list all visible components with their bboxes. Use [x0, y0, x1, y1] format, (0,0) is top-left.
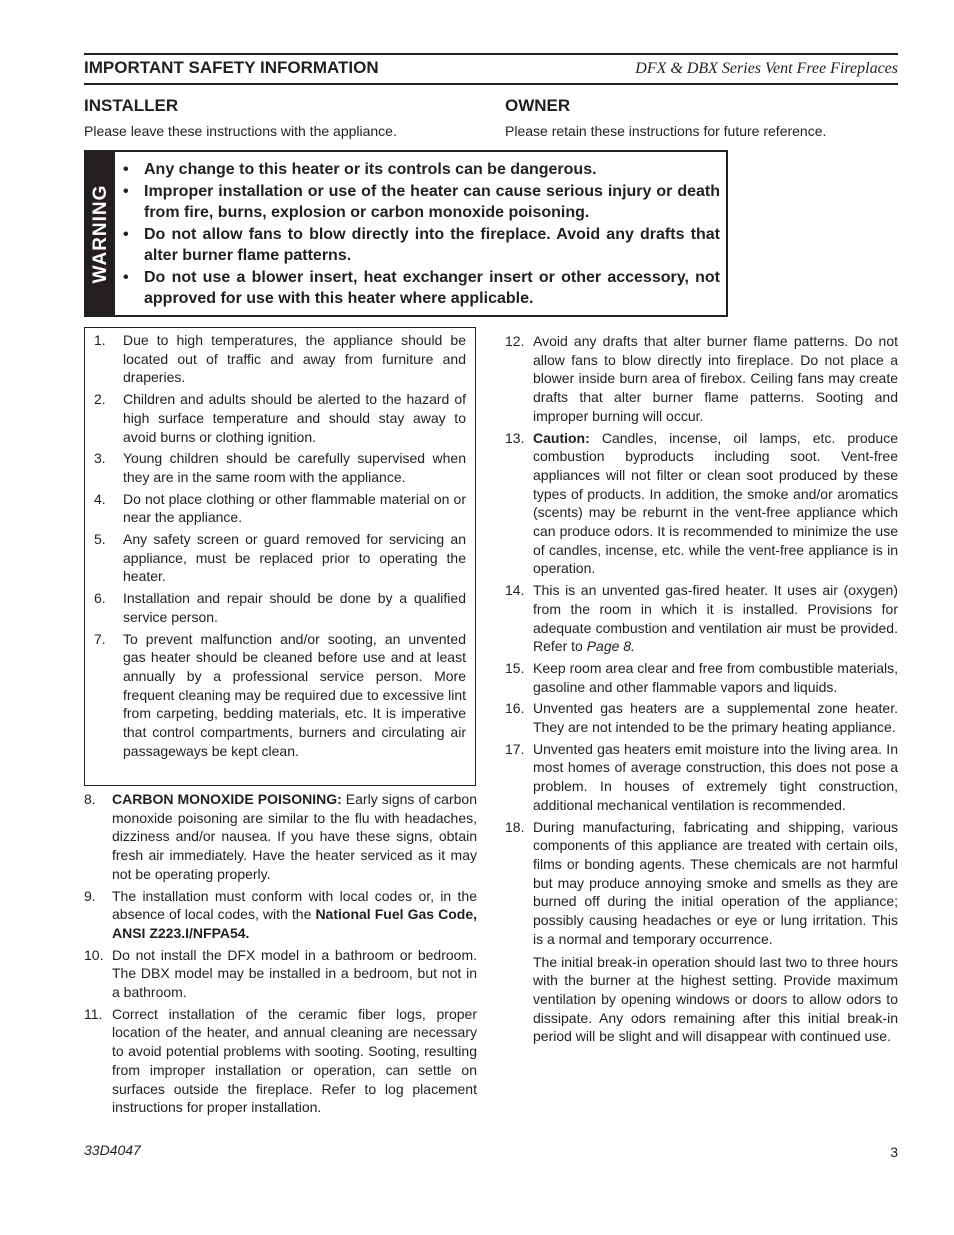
item-number: 13.: [505, 429, 525, 446]
item-text: Unvented gas heaters emit moisture into the living area. In most homes of average construction, this does not pose a problem. In houses of extremely tight construction, additional mechanical ventilation is recommended.: [533, 740, 898, 813]
warning-item: • Improper installation or use of the heater can cause serious injury or death from fire, burns, explosion or carbon monoxide poisoning.: [122, 181, 720, 224]
list-item: [94, 589, 466, 626]
item-text: During manufacturing, fabricating and shipping, various components of this appliance are treated with certain oils, films or bonding agents. These chemicals are not harmful but may produce annoying smoke and smells as they are burned off during the initial operation of the appliance; possibly causing headaches or eye or lung irritation. This is a normal and temporary occurrence.: [533, 818, 898, 947]
item-bold-reference: National Fuel Gas Code, ANSI Z223.I/NFPA54.: [112, 906, 478, 941]
list-item: [505, 332, 898, 426]
list-item: [84, 790, 477, 884]
item-text: Installation and repair should be done by a qualified service person.: [123, 590, 466, 625]
item-number: 14.: [505, 582, 525, 599]
list-item: [94, 490, 466, 527]
item-text: Do not install the DFX model in a bathroom or bedroom. The DBX model may be installed in a bedroom, but not in a bathroom.: [112, 946, 477, 1001]
warning-box: [84, 150, 728, 317]
safety-list-left: [84, 790, 477, 1120]
item-number: 11.: [84, 1005, 103, 1022]
item-text: Do not place clothing or other flammable material on or near the appliance.: [123, 490, 466, 526]
list-item: [84, 1005, 477, 1117]
item-number: 6.: [94, 590, 106, 607]
series-title: DFX & DBX Series Vent Free Fireplaces: [635, 60, 898, 77]
list-item: [505, 818, 898, 1046]
warning-label-tab: [86, 152, 115, 315]
page-title: IMPORTANT SAFETY INFORMATION: [84, 58, 379, 77]
item-text: Children and adults should be alerted to the hazard of high surface temperature and should stay away to avoid burns or clothing ignition.: [123, 391, 466, 445]
installer-text: Please leave these instructions with the appliance.: [84, 123, 397, 139]
item-text: Correct installation of the ceramic fiber logs, proper location of the heater, and annual cleaning are necessary to avoid potential problems with sooting. Sooting, resulting from improper installation or operation, can settle on surfaces outside the fireplace. Refer to log placement instructions for proper installation.: [112, 1005, 477, 1116]
warning-label: WARNING: [89, 184, 111, 283]
warning-item: • Do not use a blower insert, heat exchanger insert or other accessory, not approved for use with this heater where applicable.: [122, 267, 720, 310]
item-text: Keep room area clear and free from combustible materials, gasoline and other flammable vapors and liquids.: [533, 659, 898, 695]
owner-text: Please retain these instructions for future reference.: [505, 123, 827, 139]
warning-item: • Do not allow fans to blow directly into the fireplace. Avoid any drafts that alter burner flame patterns.: [122, 224, 720, 267]
item-number: 1.: [94, 332, 106, 348]
item-number: 9.: [84, 887, 96, 904]
list-item: [84, 887, 477, 943]
list-item: [505, 659, 898, 696]
page-number: 3: [890, 1144, 898, 1160]
warning-list: [122, 159, 720, 310]
item-number: 2.: [94, 391, 106, 408]
item-text: This is an unvented gas-fired heater. It uses air (oxygen) from the room in which it is installed. Provisions for adequate combustion and ventilation air must be provided. Refer to: [533, 582, 898, 655]
list-item: [505, 740, 898, 815]
safety-list-right: [505, 332, 898, 1049]
header-rule-top: [84, 53, 898, 55]
list-item: [94, 331, 466, 387]
list-item: [505, 429, 898, 579]
list-item: [84, 946, 477, 1002]
list-item: [94, 630, 466, 761]
item-text: Candles, incense, oil lamps, etc. produce combustion byproducts including soot. Vent-free appliances will not filter or clean soot produced by these types of products. In addition, the smoke and/or aromatics (scents) may be reburnt in the vent-free appliance which can produce odors. It is recommended to minimize the use of candles, incense, etc. while the vent-free appliance is in operation.: [533, 429, 898, 577]
item-text: Unvented gas heaters are a supplemental zone heater. They are not intended to be the primary heating appliance.: [533, 700, 898, 736]
list-item: [94, 530, 466, 586]
list-item: [505, 581, 898, 656]
item-number: 12.: [505, 333, 525, 349]
safety-list-boxed: [94, 331, 466, 763]
item-number: 10.: [84, 946, 104, 963]
installer-heading: INSTALLER: [84, 96, 179, 115]
item-number: 4.: [94, 490, 106, 507]
item-text: Due to high temperatures, the appliance should be located out of traffic and away from furniture and draperies.: [123, 332, 466, 386]
item-number: 7.: [94, 630, 106, 647]
item-number: 18.: [505, 818, 525, 835]
item-text: Avoid any drafts that alter burner flame patterns. Do not allow fans to blow directly into fireplace. Do not place a blower inside burn area of firebox. Ceiling fans may create drafts that alter burner flame patterns. Sooting and improper burning will occur.: [533, 333, 898, 424]
item-number: 17.: [505, 740, 525, 757]
item-text: To prevent malfunction and/or sooting, an unvented gas heater should be cleaned before use and at least annually by a professional service person. More frequent cleaning may be required due to excessive lint from carpeting, bedding materials, etc. It is imperative that control compartments, burners and circulating air passageways be kept clean.: [123, 630, 466, 759]
item-number: 15.: [505, 659, 525, 676]
item-text: The installation must conform with local codes or, in the absence of local codes, with the: [112, 887, 477, 923]
item-number: 5.: [94, 531, 106, 548]
warning-item: • Any change to this heater or its controls can be dangerous.: [122, 159, 720, 181]
document-number: 33D4047: [84, 1142, 141, 1158]
item-text: Young children should be carefully supervised when they are in the same room with the appliance.: [123, 450, 466, 485]
item-bold-lead: Caution:: [533, 429, 590, 446]
item-text: Early signs of carbon monoxide poisoning are similar to the flu with headaches, dizziness and/or nausea. If you have these signs, obtain fresh air immediately. Have the heater serviced as it may not be operating properly.: [112, 791, 477, 882]
item-text-paragraph: The initial break-in operation should last two to three hours with the burner at the highest setting. Provide maximum ventilation by opening windows or doors to allow odors to dissipate. Any odors remaining after this initial break-in period will be slight and will disappear with continued use.: [533, 953, 898, 1045]
list-item: [505, 699, 898, 736]
item-page-reference: Page 8.: [586, 638, 635, 655]
item-text: Any safety screen or guard removed for servicing an appliance, must be replaced prior to operating the heater.: [123, 531, 466, 585]
item-number: 3.: [94, 450, 106, 467]
item-bold-lead: CARBON MONOXIDE POISONING:: [112, 791, 342, 807]
list-item: [94, 449, 466, 486]
item-number: 8.: [84, 791, 96, 807]
list-item: [94, 390, 466, 446]
item-number: 16.: [505, 700, 525, 717]
owner-heading: OWNER: [505, 96, 571, 115]
header-rule-bottom: [84, 83, 898, 85]
